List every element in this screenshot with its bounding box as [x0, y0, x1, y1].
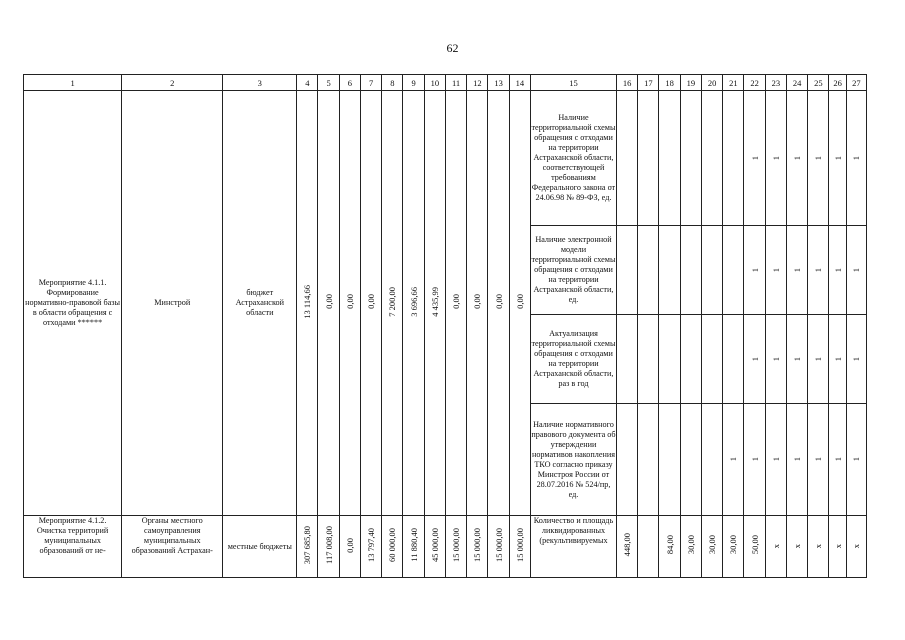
indicator-value-cell	[829, 516, 846, 578]
finance-value-cell-text: 307 685,80	[302, 525, 313, 565]
indicator-value-cell-text: x	[770, 544, 781, 549]
column-number-header: 7	[360, 75, 381, 91]
indicator-value-cell-text: 1	[749, 155, 760, 160]
indicator-value-cell-text: 1	[813, 356, 824, 361]
indicator-cell: Наличие территориальной схемы обращения с отходами на территории Астраханской области, соответствующей требованиям Федерального закона от 24.06.98 № 89-ФЗ, ед.	[530, 91, 616, 226]
finance-value-cell-text: 0,00	[451, 294, 462, 309]
column-number-header: 26	[829, 75, 846, 91]
indicator-value-cell	[659, 315, 680, 404]
finance-value-cell	[382, 516, 403, 578]
indicator-value-cell	[638, 516, 659, 578]
finance-value-cell-text: 3 696,66	[408, 286, 419, 317]
indicator-value-cell-text: 1	[832, 356, 843, 361]
indicator-value-cell	[680, 91, 701, 226]
indicator-value-cell-text: 1	[749, 457, 760, 462]
finance-value-cell-text: 0,00	[344, 537, 355, 553]
indicator-value-cell	[786, 226, 807, 315]
indicator-value-cell	[701, 404, 722, 516]
indicator-value-cell	[723, 516, 744, 578]
finance-value-cell	[297, 516, 318, 578]
finance-value-cell	[488, 91, 509, 516]
indicator-value-cell-text: x	[832, 544, 843, 549]
finance-value-cell	[297, 91, 318, 516]
indicator-value-cell	[744, 91, 765, 226]
column-number-header: 23	[765, 75, 786, 91]
finance-value-cell-text: 15 000,00	[472, 528, 483, 562]
column-number-header: 16	[616, 75, 637, 91]
indicator-value-cell-text: 1	[851, 267, 862, 272]
executor-cell: Минстрой	[122, 91, 223, 516]
indicator-value-cell	[616, 226, 637, 315]
finance-value-cell	[403, 91, 424, 516]
finance-value-cell-text: 0,00	[366, 294, 377, 309]
indicator-value-cell	[680, 404, 701, 516]
column-number-header: 25	[808, 75, 829, 91]
indicator-value-cell	[701, 516, 722, 578]
indicator-value-cell	[846, 404, 866, 516]
indicator-value-cell	[616, 516, 637, 578]
indicator-value-cell-text: 1	[749, 267, 760, 272]
indicator-value-cell	[659, 404, 680, 516]
finance-value-cell-text: 60 000,00	[387, 528, 398, 562]
indicator-value-cell-text: 1	[792, 457, 803, 462]
indicator-value-cell-text: x	[851, 544, 862, 549]
column-number-header: 1	[24, 75, 122, 91]
funding-source-cell: бюджет Астраханской области	[223, 91, 297, 516]
activity-cell: Мероприятие 4.1.1. Формирование нормативно-правовой базы в области обращения с отходами ******	[24, 91, 122, 516]
indicator-cell: Актуализация территориальной схемы обращения с отходами на территории Астраханской области, раз в год	[530, 315, 616, 404]
indicator-value-cell	[765, 404, 786, 516]
indicator-value-cell	[616, 315, 637, 404]
finance-value-cell	[445, 516, 466, 578]
indicator-value-cell-text: 1	[832, 267, 843, 272]
finance-value-cell-text: 0,00	[514, 294, 525, 309]
indicator-value-cell	[638, 91, 659, 226]
indicator-value-cell	[744, 516, 765, 578]
indicator-value-cell	[701, 315, 722, 404]
executor-cell: Органы местного самоуправления муниципальных образований Астрахан-	[122, 516, 223, 578]
indicator-value-cell-text: 1	[851, 155, 862, 160]
indicator-value-cell	[829, 91, 846, 226]
indicator-value-cell	[659, 91, 680, 226]
column-number-header: 13	[488, 75, 509, 91]
indicator-cell: Наличие нормативного правового документа об утверждении нормативов накопления ТКО согласно приказу Минстроя России от 28.07.2016 № 524/пр, ед.	[530, 404, 616, 516]
indicator-value-cell-text: 1	[728, 457, 739, 462]
funding-source-cell: местные бюджеты	[223, 516, 297, 578]
column-number-header: 6	[339, 75, 360, 91]
indicator-value-cell	[846, 315, 866, 404]
finance-value-cell	[318, 516, 339, 578]
indicator-value-cell-text: 1	[832, 457, 843, 462]
indicator-value-cell	[723, 226, 744, 315]
table-row	[24, 91, 867, 226]
indicator-value-cell-text: 448,00	[622, 533, 633, 557]
indicator-value-cell	[701, 226, 722, 315]
activity-cell: Мероприятие 4.1.2. Очистка территорий муниципальных образований от не-	[24, 516, 122, 578]
finance-value-cell	[360, 91, 381, 516]
indicator-value-cell	[846, 516, 866, 578]
column-number-header: 20	[701, 75, 722, 91]
indicator-value-cell	[723, 315, 744, 404]
indicator-value-cell	[701, 91, 722, 226]
finance-value-cell-text: 0,00	[344, 294, 355, 309]
finance-value-cell	[403, 516, 424, 578]
finance-value-cell	[318, 91, 339, 516]
indicator-value-cell	[786, 516, 807, 578]
indicator-value-cell	[829, 226, 846, 315]
indicator-value-cell	[829, 404, 846, 516]
finance-value-cell	[339, 91, 360, 516]
indicator-value-cell-text: 1	[832, 155, 843, 160]
indicator-value-cell-text: 50,00	[749, 535, 760, 555]
column-number-header: 10	[424, 75, 445, 91]
indicator-value-cell	[680, 315, 701, 404]
indicator-value-cell-text: 1	[792, 267, 803, 272]
finance-value-cell-text: 7 200,00	[387, 286, 398, 317]
column-number-header: 9	[403, 75, 424, 91]
indicator-value-cell	[765, 91, 786, 226]
indicator-value-cell	[765, 315, 786, 404]
finance-value-cell-text: 11 880,40	[408, 528, 419, 562]
indicator-value-cell	[723, 404, 744, 516]
finance-value-cell	[360, 516, 381, 578]
finance-value-cell-text: 13 797,40	[366, 528, 377, 562]
column-number-header: 27	[846, 75, 866, 91]
finance-value-cell-text: 117 008,00	[323, 526, 334, 564]
finance-value-cell-text: 15 000,00	[514, 528, 525, 562]
indicator-value-cell	[808, 91, 829, 226]
column-number-header: 17	[638, 75, 659, 91]
column-number-header: 14	[509, 75, 530, 91]
indicator-value-cell	[659, 516, 680, 578]
indicator-value-cell-text: 1	[792, 155, 803, 160]
indicator-value-cell	[846, 91, 866, 226]
column-number-header: 15	[530, 75, 616, 91]
finance-value-cell-text: 0,00	[472, 294, 483, 309]
column-number-header: 8	[382, 75, 403, 91]
indicator-value-cell-text: 1	[813, 457, 824, 462]
finance-value-cell-text: 15 000,00	[451, 528, 462, 562]
table-row	[24, 516, 867, 578]
indicator-value-cell	[638, 404, 659, 516]
finance-value-cell	[509, 516, 530, 578]
indicator-value-cell	[638, 226, 659, 315]
indicator-value-cell-text: 1	[813, 155, 824, 160]
finance-value-cell-text: 0,00	[323, 294, 334, 309]
indicator-value-cell-text: 1	[851, 356, 862, 361]
indicator-value-cell-text: x	[792, 544, 803, 549]
indicator-value-cell-text: 1	[749, 356, 760, 361]
finance-value-cell	[509, 91, 530, 516]
column-number-header: 22	[744, 75, 765, 91]
indicator-value-cell	[786, 404, 807, 516]
indicator-value-cell-text: 84,00	[664, 535, 675, 555]
finance-value-cell	[339, 516, 360, 578]
finance-value-cell-text: 15 000,00	[493, 528, 504, 562]
indicator-cell: Количество и площадь ликвидированных (рекультивируемых	[530, 516, 616, 578]
indicator-cell: Наличие электронной модели территориальной схемы обращения с отходами на территории Астраханской области, ед.	[530, 226, 616, 315]
column-number-header: 19	[680, 75, 701, 91]
table-body	[24, 75, 867, 578]
indicator-value-cell	[616, 404, 637, 516]
indicator-value-cell	[723, 91, 744, 226]
column-number-header: 21	[723, 75, 744, 91]
finance-value-cell-text: 0,00	[493, 294, 504, 309]
indicator-value-cell	[744, 404, 765, 516]
indicator-value-cell	[786, 91, 807, 226]
indicator-value-cell	[744, 226, 765, 315]
column-number-header: 12	[467, 75, 488, 91]
column-number-header: 2	[122, 75, 223, 91]
finance-value-cell	[382, 91, 403, 516]
column-number-header: 18	[659, 75, 680, 91]
indicator-value-cell	[808, 404, 829, 516]
indicator-value-cell-text: 1	[792, 356, 803, 361]
indicator-value-cell-text: 30,00	[707, 535, 718, 555]
indicator-value-cell-text: 1	[770, 267, 781, 272]
indicator-value-cell	[829, 315, 846, 404]
finance-value-cell	[467, 516, 488, 578]
finance-value-cell	[488, 516, 509, 578]
indicator-value-cell-text: 1	[770, 457, 781, 462]
indicator-value-cell	[680, 226, 701, 315]
column-number-header: 3	[223, 75, 297, 91]
finance-value-cell	[445, 91, 466, 516]
finance-value-cell-text: 13 114,66	[302, 284, 313, 319]
indicator-value-cell	[659, 226, 680, 315]
indicator-value-cell	[786, 315, 807, 404]
column-number-header: 11	[445, 75, 466, 91]
finance-value-cell	[424, 516, 445, 578]
finance-value-cell	[424, 91, 445, 516]
indicator-value-cell	[765, 516, 786, 578]
header-row	[24, 75, 867, 91]
indicator-value-cell-text: 1	[813, 267, 824, 272]
indicator-value-cell	[846, 226, 866, 315]
indicator-value-cell	[638, 315, 659, 404]
finance-value-cell-text: 4 435,99	[429, 286, 440, 317]
indicator-value-cell-text: 30,00	[685, 535, 696, 555]
indicator-value-cell	[808, 516, 829, 578]
column-number-header: 5	[318, 75, 339, 91]
page-number: 62	[446, 41, 459, 55]
finance-value-cell	[467, 91, 488, 516]
indicator-value-cell	[680, 516, 701, 578]
program-table	[23, 74, 867, 578]
indicator-value-cell	[808, 315, 829, 404]
indicator-value-cell-text: 1	[770, 356, 781, 361]
column-number-header: 4	[297, 75, 318, 91]
column-number-header: 24	[786, 75, 807, 91]
indicator-value-cell-text: 1	[770, 155, 781, 160]
indicator-value-cell	[808, 226, 829, 315]
indicator-value-cell-text: 30,00	[728, 535, 739, 555]
indicator-value-cell	[616, 91, 637, 226]
indicator-value-cell	[765, 226, 786, 315]
indicator-value-cell-text: 1	[851, 457, 862, 462]
indicator-value-cell	[744, 315, 765, 404]
indicator-value-cell-text: x	[813, 544, 824, 549]
finance-value-cell-text: 45 000,00	[429, 528, 440, 562]
